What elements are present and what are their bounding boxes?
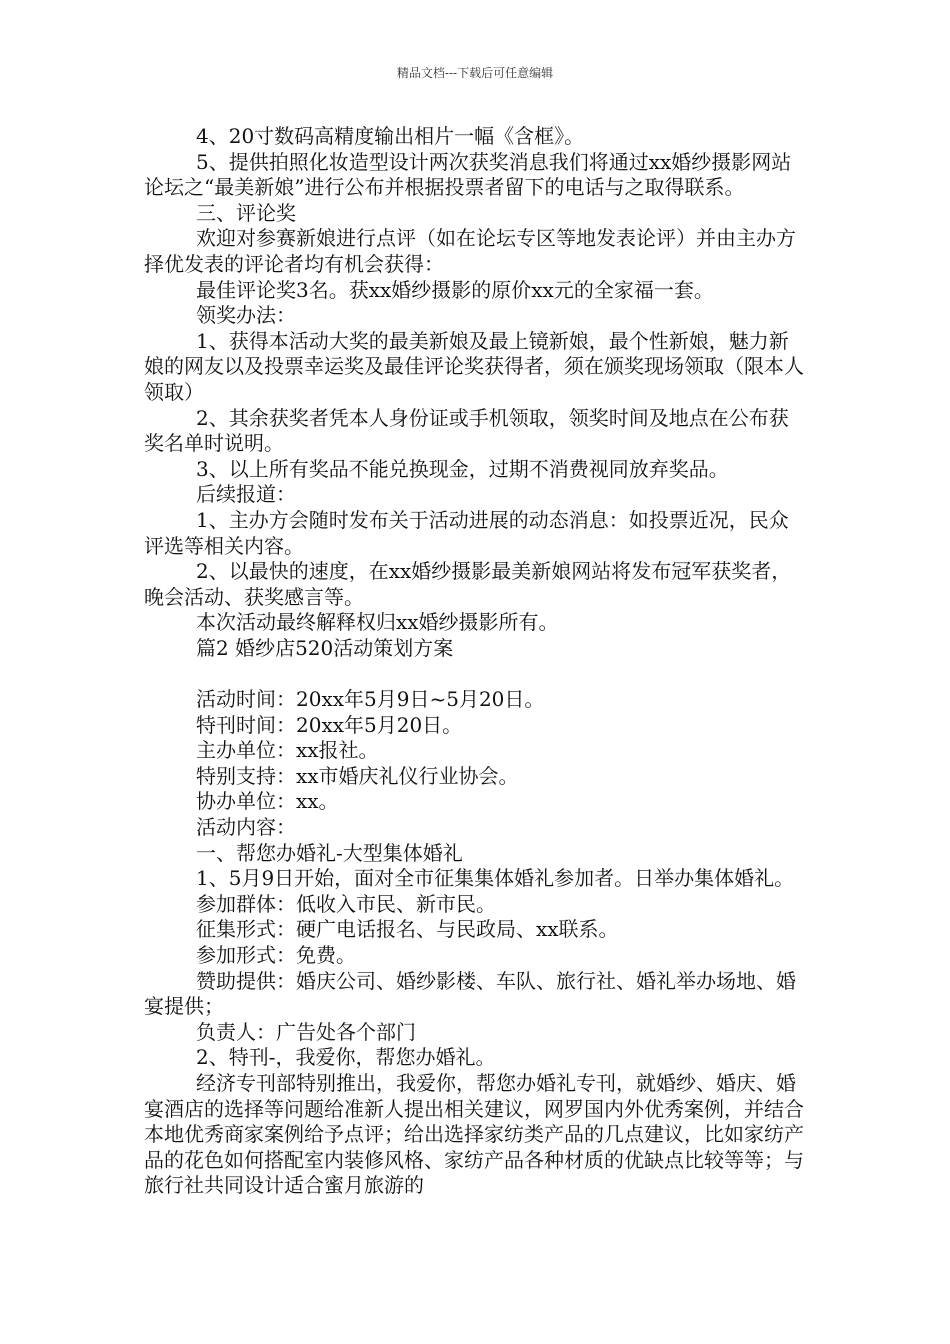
paragraph: 篇2 婚纱店520活动策划方案	[196, 635, 454, 660]
blank-line	[144, 661, 808, 687]
paragraph: 参加群体：低收入市民、新市民。	[196, 891, 496, 916]
paragraph: 领奖办法：	[196, 303, 296, 328]
paragraph: 2、其余获奖者凭本人身份证或手机领取，领奖时间及地点在公布获奖名单时说明。	[144, 405, 789, 456]
paragraph: 最佳评论奖3名。获xx婚纱摄影的原价xx元的全家福一套。	[196, 277, 714, 302]
paragraph: 2、以最快的速度，在xx婚纱摄影最美新娘网站将发布冠军获奖者，晚会活动、获奖感言等。	[144, 559, 792, 609]
paragraph: 一、帮您办婚礼-大型集体婚礼	[196, 840, 463, 865]
paragraph: 1、5月9日开始，面对全市征集集体婚礼参加者。日举办集体婚礼。	[196, 866, 795, 891]
paragraph: 2、特刊-，我爱你，帮您办婚礼。	[196, 1045, 496, 1070]
paragraph: 1、主办方会随时发布关于活动进展的动态消息：如投票近况，民众评选等相关内容。	[144, 507, 789, 558]
paragraph: 征集形式：硬广电话报名、与民政局、xx联系。	[196, 917, 619, 942]
paragraph: 负责人：广告处各个部门	[196, 1019, 416, 1044]
paragraph: 后续报道：	[196, 482, 296, 507]
paragraph: 三、评论奖	[196, 200, 296, 225]
paragraph: 活动时间：20xx年5月9日~5月20日。	[196, 687, 545, 712]
paragraph: 1、获得本活动大奖的最美新娘及最上镜新娘，最个性新娘，魅力新娘的网友以及投票幸运奖及最佳评论奖获得者，须在颁奖现场领取（限本人领取）	[144, 328, 804, 404]
paragraph: 3、以上所有奖品不能兑换现金，过期不消费视同放弃奖品。	[196, 456, 729, 481]
paragraph: 经济专刊部特别推出，我爱你，帮您办婚礼专刊，就婚纱、婚庆、婚宴酒店的选择等问题给准新人提出相关建议，网罗国内外优秀案例，并结合本地优秀商家案例给予点评；给出选择家纺类产品的几点建议，比如家纺产品的花色如何搭配室内装修风格、家纺产品各种材质的优缺点比较等等；与旅行社共同设计适合蜜月旅游的	[144, 1070, 804, 1198]
paragraph: 参加形式：免费。	[196, 943, 356, 967]
paragraph: 活动内容：	[196, 815, 296, 840]
document-body	[144, 124, 808, 1199]
paragraph: 赞助提供：婚庆公司、婚纱影楼、车队、旅行社、婚礼举办场地、婚宴提供；	[144, 968, 796, 1019]
paragraph: 5、提供拍照化妆造型设计两次获奖消息我们将通过xx婚纱摄影网站论坛之“最美新娘”进行公布并根据投票者留下的电话与之取得联系。	[144, 149, 792, 200]
paragraph: 本次活动最终解释权归xx婚纱摄影所有。	[196, 610, 559, 635]
paragraph: 特刊时间：20xx年5月20日。	[196, 712, 463, 737]
paragraph: 欢迎对参赛新娘进行点评（如在论坛专区等地发表论评）并由主办方择优发表的评论者均有机会获得：	[144, 226, 796, 276]
paragraph: 特别支持：xx市婚庆礼仪行业协会。	[196, 763, 519, 788]
paragraph: 主办单位：xx报社。	[196, 738, 379, 763]
page-header: 精品文档---下载后可任意编辑	[396, 66, 554, 80]
paragraph: 4、20寸数码高精度输出相片一幅《含框》。	[196, 124, 585, 148]
paragraph: 协办单位：xx。	[196, 789, 339, 814]
